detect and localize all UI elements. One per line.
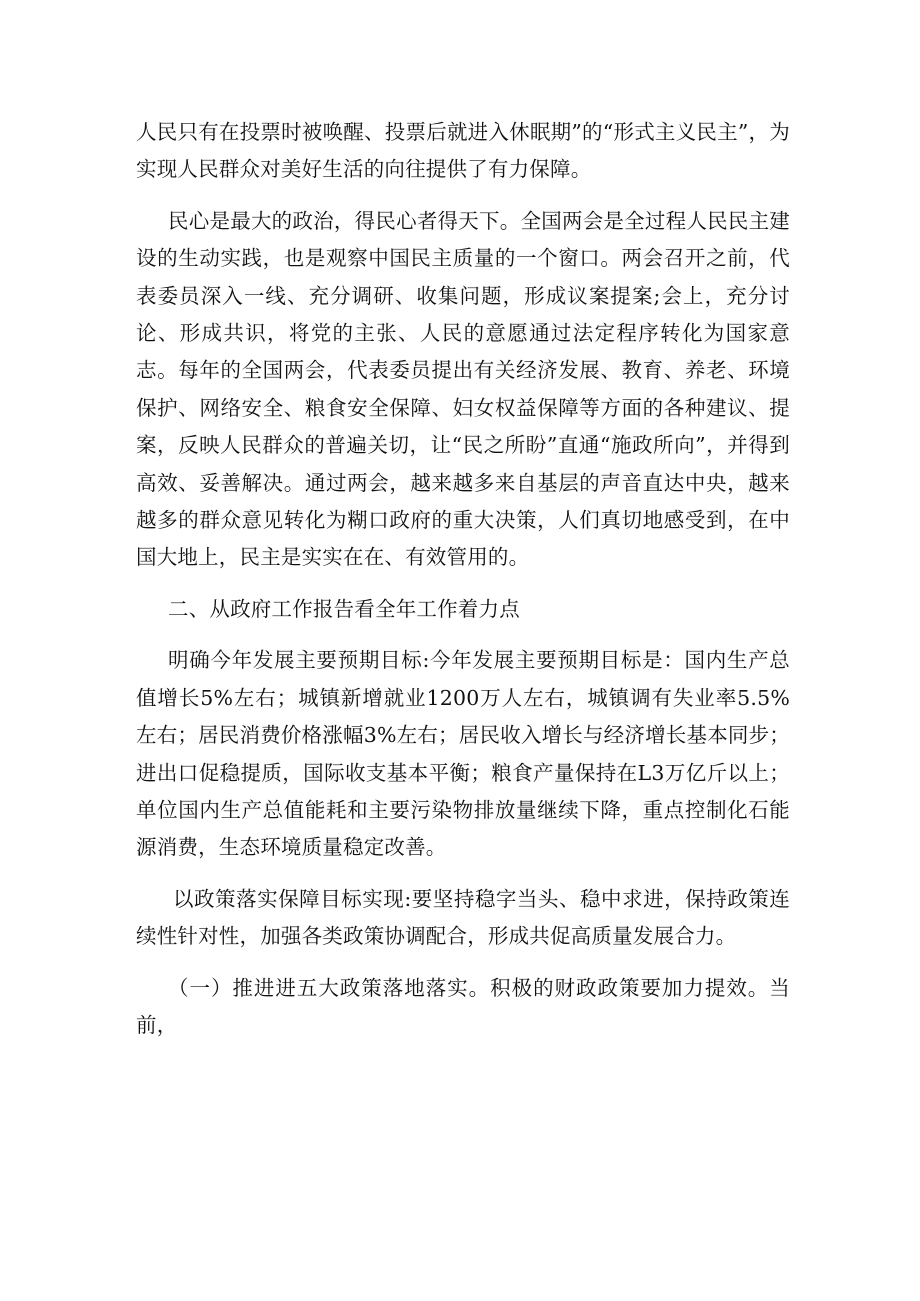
paragraph-two-sessions: 民心是最大的政治，得民心者得天下。全国两会是全过程人民民主建设的生动实践，也是观察中国民主质量的一个窗口。两会召开之前，代表委员深入一线、充分调研、收集问题，形成议案提案;会上，充分讨论、形成共识，将党的主张、人民的意愿通过法定程序转化为国家意志。每年的全国两会，代表委员提出有关经济发展、教育、养老、环境保护、网络安全、粮食安全保障、妇女权益保障等方面的各种建议、提案，反映人民群众的普遍关切，让“民之所盼”直通“施政所向”，并得到高效、妥善解决。通过两会，越来越多来自基层的声音直达中央，越来越多的群众意见转化为糊口政府的重大决策，人们真切地感受到，在中国大地上，民主是实实在在、有效管用的。 <box>136 208 790 570</box>
paragraph-development-targets: 明确今年发展主要预期目标:今年发展主要预期目标是：国内生产总值增长5%左右；城镇新增就业1200万人左右，城镇调有失业率5.5%左右；居民消费价格涨幅3%左右；居民收入增长与经济增长基本同步；进出口促稳提质，国际收支基本平衡；粮食产量保持在L3万亿斤以上；单位国内生产总值能耗和主要污染物排放量继续下降，重点控制化石能源消费，生态环境质量稳定改善。 <box>136 648 790 860</box>
paragraph-five-policies: （一）推进进五大政策落地落实。积极的财政政策要加力提效。当前， <box>136 975 790 1037</box>
paragraph-democracy-conclusion: 人民只有在投票时被唤醒、投票后就进入休眠期”的“形式主义民主”，为实现人民群众对美好生活的向往提供了有力保障。 <box>136 120 790 182</box>
section-heading-work-report: 二、从政府工作报告看全年工作着力点 <box>168 596 520 621</box>
paragraph-policy-implementation: 以政策落实保障目标实现:要坚持稳字当头、稳中求进，保持政策连续性针对性，加强各类政策协调配合，形成共促高质量发展合力。 <box>136 886 790 949</box>
document-body <box>136 114 790 1058</box>
